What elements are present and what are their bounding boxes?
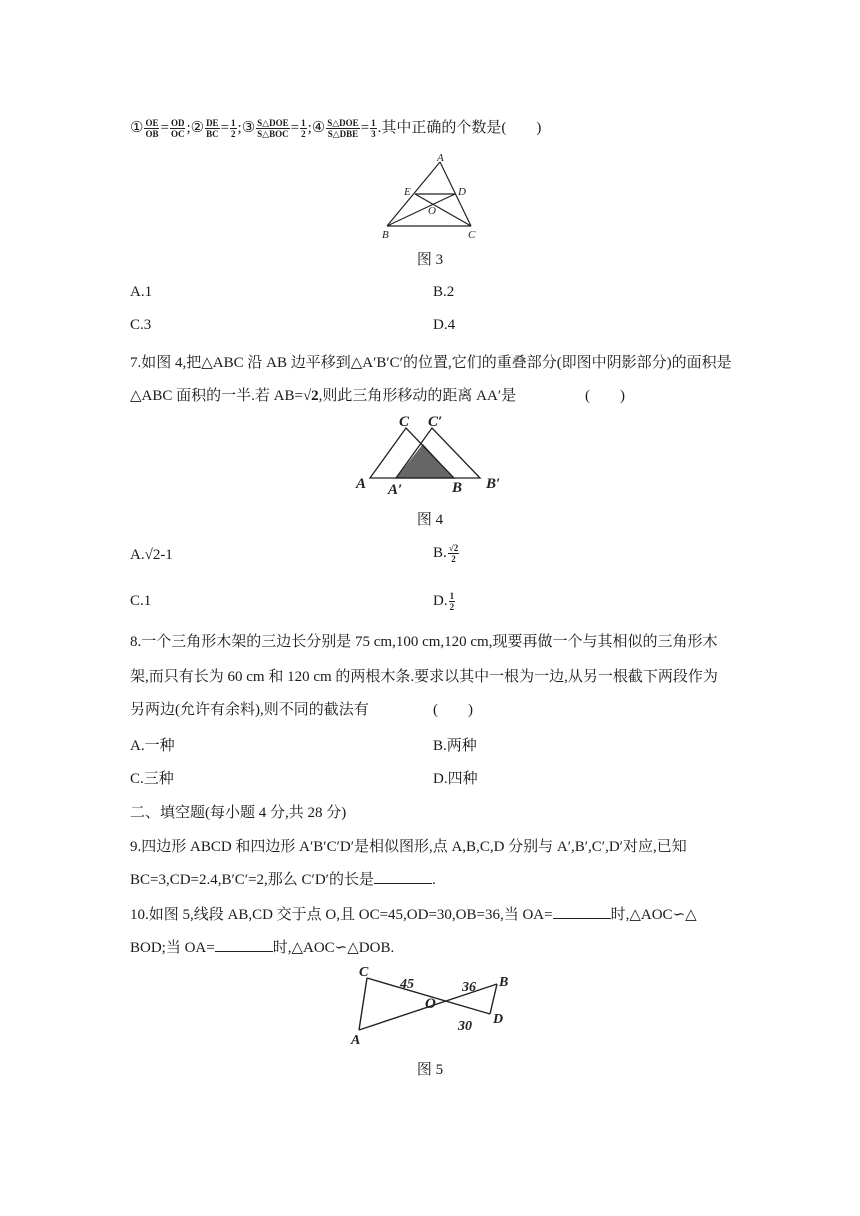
fig5-length-36: 36 (462, 980, 476, 995)
figure-5 (345, 962, 520, 1047)
fig4-label-b-prime: B′ (486, 476, 501, 492)
fig5-label-c: C (359, 965, 369, 980)
q8-line-2: 架,而只有长为 60 cm 和 120 cm 的两根木条.要求以其中一根为一边,从另一根截下两段作为 (130, 669, 718, 685)
q6-frac-3b: $\frac{1}{2}$ (301, 118, 306, 140)
fig5-label-o: O (425, 996, 436, 1012)
q7-line-2-a: △ABC 面积的一半.若 AB= (130, 388, 303, 404)
fig5-length-45: 45 (400, 977, 414, 992)
q6-frac-2b: $\frac{1}{2}$ (231, 118, 236, 140)
figure-3-caption: 图 3 (416, 252, 444, 268)
q7-option-d-frac: $\frac{1}{2}$ (449, 591, 455, 612)
q6-statements: ① $\frac{OE}{OB}$ = $\frac{OD}{OC}$ ;② $\frac{DE}{BC}$ = $\frac{1}{2}$ ;③ $\frac{\text{S△DOE}}{\text{S△BOC}}$ = $\frac{1}{2}$ ;④ $\frac{\text{S△DOE}}{\text{S△DBE}}$ = $\frac{1}{3}$ .其中正确的个数是( ) (130, 118, 542, 140)
fig3-label-c: C (468, 229, 476, 240)
q6-frac-4b: $\frac{1}{3}$ (371, 118, 376, 140)
q6-mark-2: ;② (186, 120, 205, 136)
q9-answer-blank[interactable] (374, 871, 432, 884)
q8-option-b: B.两种 (433, 738, 477, 754)
q9-line-2: BC=3,CD=2.4,B′C′=2,那么 C′D′的长是 . (130, 872, 436, 888)
figure-3 (375, 150, 485, 240)
q6-option-d: D.4 (433, 317, 456, 333)
q8-option-d: D.四种 (433, 771, 478, 787)
fig5-label-d: D (493, 1012, 504, 1027)
q9-line-1: 9.四边形 ABCD 和四边形 A′B′C′D′是相似图形,点 A,B,C,D 分别与 A′,B′,C′,D′对应,已知 (130, 839, 687, 855)
figure-4-caption: 图 4 (416, 512, 444, 528)
q8-line-3: 另两边(允许有余料),则不同的截法有 (130, 702, 369, 718)
section-2-heading: 二、填空题(每小题 4 分,共 28 分) (130, 805, 347, 821)
q7-answer-paren: ( ) (585, 388, 625, 404)
fig5-label-b: B (499, 975, 509, 990)
q8-answer-paren: ( ) (433, 702, 473, 718)
fig5-label-a: A (351, 1033, 361, 1047)
q8-option-c: C.三种 (130, 771, 174, 787)
q8-line-1: 8.一个三角形木架的三边长分别是 75 cm,100 cm,120 cm,现要再做一个与其相似的三角形木 (130, 634, 718, 650)
q7-line-2 (130, 384, 516, 405)
fig5-segment-bd (490, 984, 497, 1014)
fig5-length-30: 30 (458, 1019, 472, 1034)
q6-mark-3: ;③ (237, 120, 256, 136)
q7-option-b: B. $\frac{√2}{2}$ (433, 543, 459, 564)
fig3-label-b: B (382, 229, 389, 240)
q6-frac-1b: $\frac{OD}{OC}$ (170, 118, 185, 140)
q7-sqrt2: √2 (302, 388, 319, 404)
q6-frac-2a: $\frac{DE}{BC}$ (206, 118, 219, 140)
q6-option-c: C.3 (130, 317, 152, 333)
fig4-label-b: B (452, 480, 463, 496)
figure-4 (352, 410, 522, 500)
q10-answer-blank-2[interactable] (215, 939, 273, 952)
fig4-shaded-overlap (396, 444, 454, 478)
fig4-label-a: A (356, 476, 367, 492)
fig3-label-a: A (437, 152, 444, 164)
q7-option-d: D. $\frac{1}{2}$ (433, 591, 455, 612)
q10-line-1: 10.如图 5,线段 AB,CD 交于点 O,且 OC=45,OD=30,OB=36,当 OA= 时,△AOC∽△ (130, 907, 697, 923)
q6-frac-1a: $\frac{OE}{OB}$ (145, 118, 159, 140)
q7-line-1: 7.如图 4,把△ABC 沿 AB 边平移到△A′B′C′的位置,它们的重叠部分(即图中阴影部分)的面积是 (130, 355, 732, 371)
q6-option-a: A.1 (130, 284, 153, 300)
q7-line-2-b: ,则此三角形移动的距离 AA′是 (318, 388, 517, 404)
q6-frac-4a: $\frac{\text{S△DOE}}{\text{S△DBE}}$ (327, 118, 359, 140)
fig3-segment-bd (387, 194, 455, 226)
q6-mark-4: ;④ (307, 120, 326, 136)
q10-answer-blank-1[interactable] (553, 906, 611, 919)
fig4-label-c-prime: C′ (428, 414, 443, 430)
q6-mark-1: ① (130, 120, 144, 136)
fig4-label-c: C (399, 414, 410, 430)
q6-option-b: B.2 (433, 284, 455, 300)
q7-option-a: A.√2-1 (130, 547, 173, 563)
fig3-label-e: E (404, 186, 411, 198)
figure-5-caption: 图 5 (416, 1062, 444, 1078)
q10-line-2: BOD;当 OA= 时,△AOC∽△DOB. (130, 940, 395, 956)
fig3-label-d: D (458, 186, 466, 198)
q8-option-a: A.一种 (130, 738, 175, 754)
q7-option-b-frac: $\frac{√2}{2}$ (448, 543, 459, 564)
fig3-label-o: O (428, 205, 436, 217)
q7-option-c: C.1 (130, 593, 152, 609)
q6-question-tail: .其中正确的个数是( ) (377, 120, 542, 136)
fig5-segment-ca (359, 978, 367, 1030)
fig4-label-a-prime: A′ (388, 482, 403, 498)
q6-frac-3a: $\frac{\text{S△DOE}}{\text{S△BOC}}$ (257, 118, 289, 140)
